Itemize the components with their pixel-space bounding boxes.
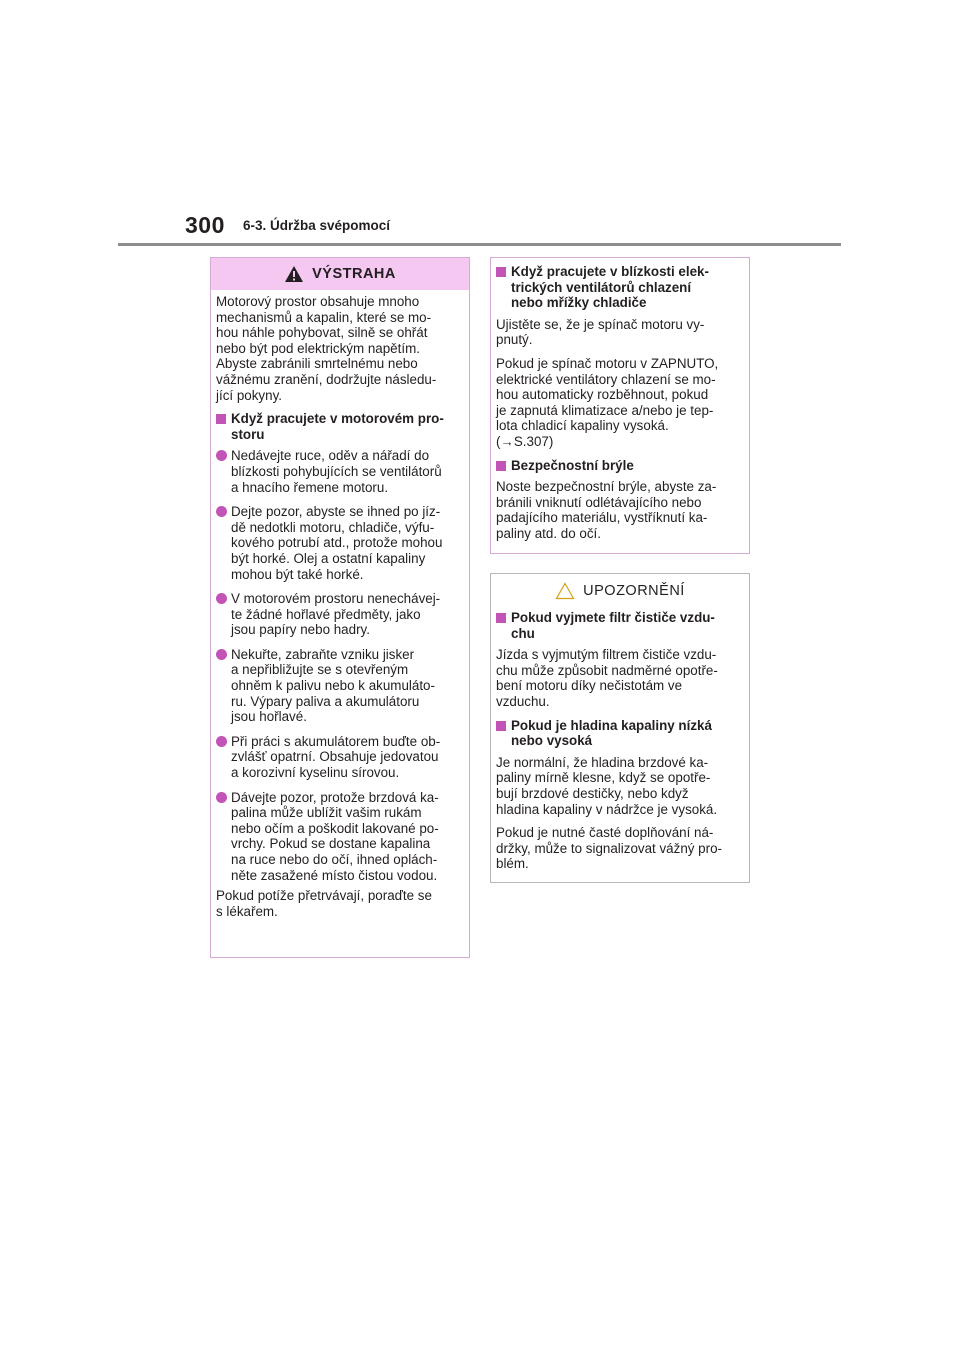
list-item [216, 734, 463, 781]
warning-box-header [211, 258, 469, 290]
warning-box-title: VÝSTRAHA [312, 266, 396, 282]
list-item [216, 591, 463, 638]
caution-section-heading-text: Pokud vyjmete filtr čističe vzdu- chu [511, 610, 715, 641]
list-item [216, 448, 463, 495]
list-item-text: Nekuřte, zabraňte vzniku jisker a nepřibližujte se s otevřeným ohněm k palivu nebo k akumuláto- ru. Výpary paliva a akumulátoru jsou hořlavé. [231, 646, 435, 725]
square-bullet-icon [496, 721, 506, 731]
warning-intro: Motorový prostor obsahuje mnoho mechanismů a kapalin, které se mo- hou náhle pohybovat, silně se ohřát nebo být pod elektrickým napětím. Abyste zabránili smrtelnému nebo vážnému zranění, dodržujte následu- jící pokyny. [216, 294, 437, 403]
warning-closing: Pokud potíže přetrvávají, poraďte se s lékařem. [216, 888, 432, 919]
warning-section-heading [496, 458, 743, 474]
round-bullet-icon [216, 506, 227, 517]
list-item-text: Při práci s akumulátorem buďte ob- zvlášť opatrní. Obsahuje jedovatou a korozivní kyselinu sírovou. [231, 733, 441, 781]
page-header [185, 212, 845, 252]
warning-box [210, 257, 470, 958]
caution-section-heading [496, 610, 743, 641]
caution-box-title: UPOZORNĚNÍ [583, 583, 685, 599]
warning-section-heading [216, 411, 463, 442]
warning-section-heading-text: Když pracujete v motorovém pro- storu [231, 411, 444, 442]
round-bullet-icon [216, 649, 227, 660]
paragraph: Pokud je nutné časté doplňování ná- držky, může to signalizovat vážný pro- blém. [496, 825, 722, 872]
list-item-text: Dejte pozor, abyste se ihned po jíz- dě nedotkli motoru, chladiče, výfu- kového potrubí atd., protože mohou být horké. Olej a ostatní kapaliny mohou být také horké. [231, 504, 443, 582]
list-item-text: Nedávejte ruce, oděv a nářadí do blízkosti pohybujících se ventilátorů a hnacího řemene motoru. [231, 448, 442, 495]
caution-triangle-icon [555, 582, 575, 600]
paragraph: Noste bezpečnostní brýle, abyste za- bránili vniknutí odlétávajícího nebo padajícího materiálu, vystříknutí ka- paliny atd. do očí. [496, 479, 717, 541]
list-item-text: V motorovém prostoru nenechávej- te žádné hořlavé předměty, jako jsou papíry nebo hadry. [231, 591, 441, 638]
header-divider [118, 243, 841, 246]
list-item [216, 647, 463, 725]
paragraph: Pokud je spínač motoru v ZAPNUTO, elektrické ventilátory chlazení se mo- hou automaticky rozběhnout, pokud je zapnutá klimatizace a/nebo je tep- lota chladicí kapaliny vysoká. (→S.307) [496, 355, 719, 449]
caution-section-heading-text: Pokud je hladina kapaliny nízká nebo vysoká [511, 717, 712, 749]
square-bullet-icon [216, 414, 226, 424]
list-item [216, 504, 463, 582]
warning-triangle-icon [284, 265, 304, 283]
paragraph: Jízda s vyjmutým filtrem čističe vzdu- chu může způsobit nadměrné opotře- bení motoru díky nečistotám ve vzduchu. [496, 647, 718, 709]
square-bullet-icon [496, 613, 506, 623]
warning-section-heading-text: Když pracujete v blízkosti elek- trických ventilátorů chlazení nebo mřížky chladiče [511, 264, 709, 311]
page-number: 300 [185, 212, 225, 238]
list-item [216, 790, 463, 884]
round-bullet-icon [216, 736, 227, 747]
warning-section-heading [496, 264, 743, 311]
round-bullet-icon [216, 593, 227, 604]
caution-section-heading [496, 718, 743, 749]
section-title: 6-3. Údržba svépomocí [243, 218, 391, 233]
square-bullet-icon [496, 461, 506, 471]
paragraph: Je normální, že hladina brzdové ka- paliny mírně klesne, když se opotře- bují brzdové destičky, nebo když hladina kapaliny v nádržce je vysoká. [496, 754, 718, 817]
warning-continuation-box [490, 257, 750, 554]
square-bullet-icon [496, 267, 506, 277]
caution-box [490, 573, 750, 883]
paragraph: Ujistěte se, že je spínač motoru vy- pnutý. [496, 316, 705, 348]
round-bullet-icon [216, 792, 227, 803]
warning-section-heading-text: Bezpečnostní brýle [511, 457, 634, 473]
caution-box-header [491, 576, 749, 606]
list-item-text: Dávejte pozor, protože brzdová ka- palina může ublížit vašim rukám nebo očím a poškodit lakované po- vrchy. Pokud se dostane kapalina na ruce nebo do očí, ihned oplách- něte zasažené místo čistou vodou. [231, 789, 439, 883]
round-bullet-icon [216, 450, 227, 461]
